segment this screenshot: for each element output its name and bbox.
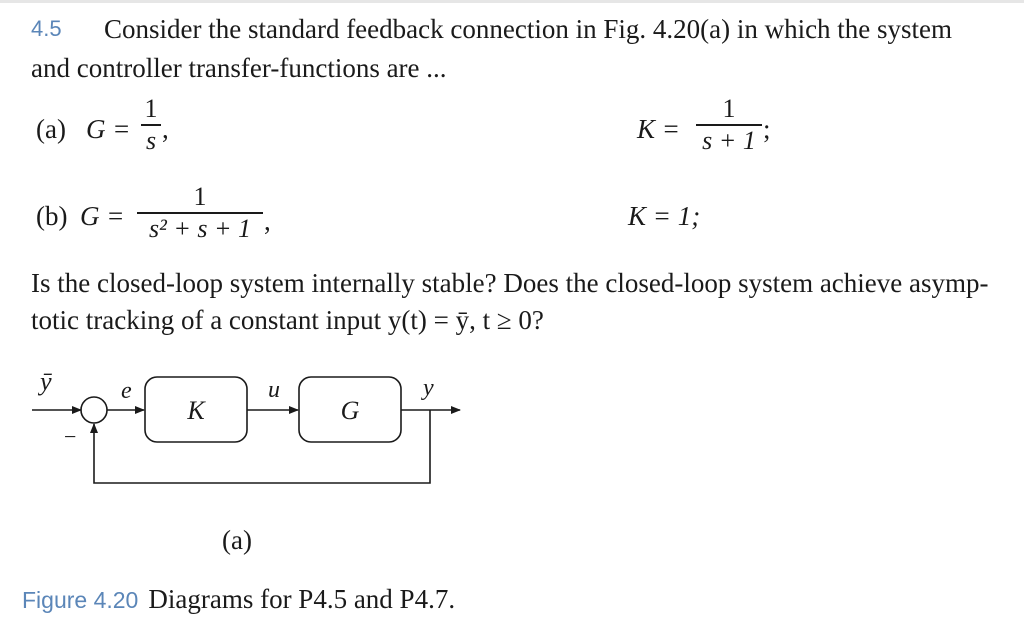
plant-label: G: [340, 396, 360, 425]
problem-intro-line2: and controller transfer-functions are ...: [31, 53, 447, 83]
subfigure-label: (a): [222, 525, 252, 555]
part-b-g-lhs: G =: [80, 201, 125, 231]
part-a-label: (a): [36, 114, 66, 144]
part-b-g-numerator: 1: [193, 182, 207, 211]
part-b-label: (b): [36, 201, 68, 231]
part-a-g-fraction: [141, 94, 161, 156]
part-a-k-fraction: [696, 94, 762, 156]
caption-text: Diagrams for P4.5 and P4.7.: [148, 584, 456, 614]
part-a-k-lhs: K =: [637, 114, 680, 144]
part-b-g-denominator: s² + s + 1: [148, 213, 252, 243]
part-a-k-denominator: s + 1: [702, 125, 756, 155]
part-a-g-trail: ,: [162, 114, 169, 144]
part-a-g-denominator: s: [145, 125, 157, 155]
part-a-g-lhs: G =: [86, 114, 131, 144]
question-line2: totic tracking of a constant input y(t) = ȳ, t ≥ 0?: [31, 305, 544, 335]
control-label: u: [268, 377, 280, 403]
part-a-k-numerator: 1: [722, 94, 736, 123]
part-a-g-numerator: 1: [144, 94, 158, 123]
top-border: [0, 0, 1024, 3]
feedback-block-diagram: [0, 360, 480, 500]
controller-label: K: [187, 396, 205, 425]
figure-number: Figure 4.20: [22, 587, 139, 613]
part-b-k-expr: K = 1;: [628, 201, 701, 231]
minus-sign: −: [64, 424, 77, 449]
output-label: y: [423, 375, 434, 401]
part-a-k-trail: ;: [763, 114, 771, 144]
figure-caption: [22, 584, 455, 615]
problem-intro-line1: Consider the standard feedback connection in Fig. 4.20(a) in which the system: [104, 14, 953, 44]
error-label: e: [121, 378, 132, 404]
part-b-g-fraction: [137, 182, 263, 244]
question-line1: Is the closed-loop system internally stable? Does the closed-loop system achieve asymp-: [31, 268, 989, 298]
summing-junction: [81, 397, 107, 423]
part-b-g-trail: ,: [264, 206, 271, 236]
problem-number: 4.5: [31, 16, 62, 41]
input-label: ȳ: [40, 367, 52, 396]
